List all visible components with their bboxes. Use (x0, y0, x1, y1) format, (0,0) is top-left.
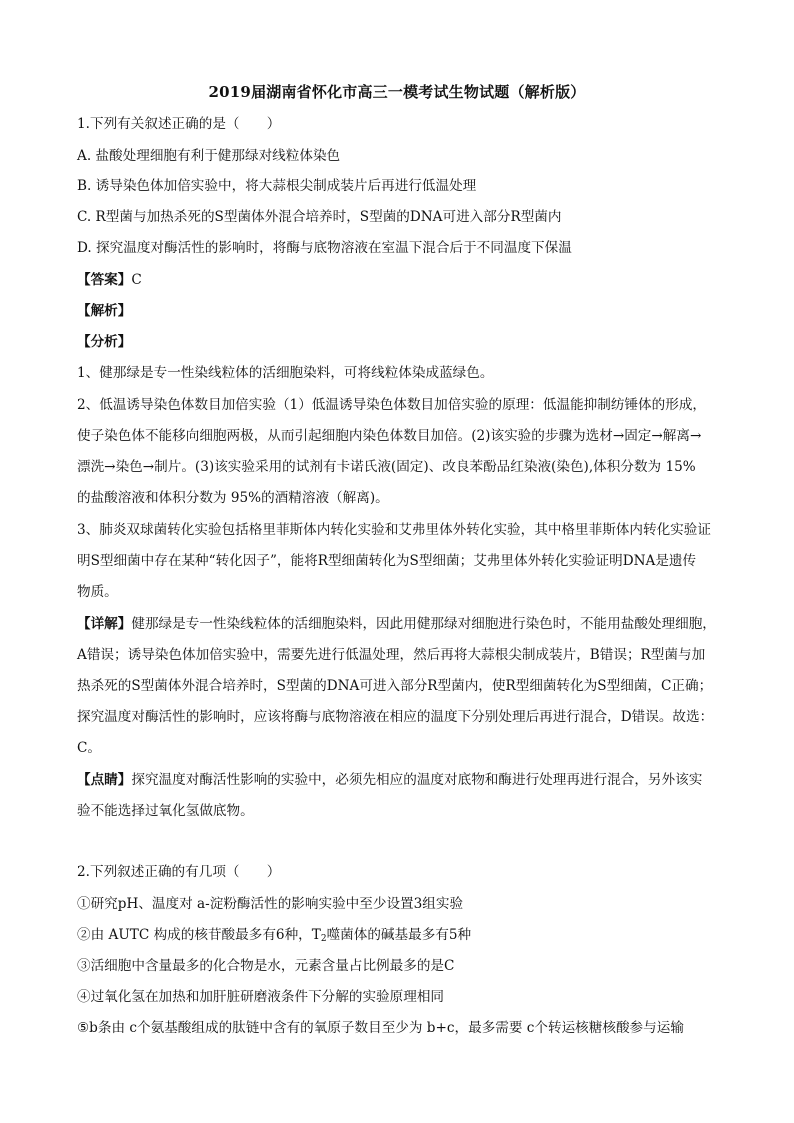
q1-analysis-point-2-line-3: 漂洗→染色→制片。(3)该实验采用的试剂有卡诺氏液(固定)、改良苯酚品红染液(染色),体积分数为 15% (77, 459, 696, 475)
q2-item-3: ③活细胞中含量最多的化合物是水，元素含量占比例最多的是C (77, 958, 455, 974)
q2-item-5: ⑤b条由 c个氨基酸组成的肽链中含有的氧原子数目至少为 b+c，最多需要 c个转运核糖核酸参与运输 (77, 1020, 684, 1036)
answer-value: C (131, 272, 142, 288)
q1-detail-line-4: 探究温度对酶活性的影响时，应该将酶与底物溶液在相应的温度下分别处理后再进行混合，D错误。故选： (77, 709, 714, 725)
q2-item-2-subscript: 2 (320, 934, 327, 944)
q1-detail-line-3: 热杀死的S型菌体外混合培养时，S型菌的DNA可进入部分R型菌内，使R型细菌转化为S型细菌，C正确； (77, 678, 713, 694)
q1-analysis-point-3-line-1: 3、肺炎双球菌转化实验包括格里菲斯体内转化实验和艾弗里体外转化实验，其中格里菲斯体内转化实验证 (77, 522, 711, 538)
q2-item-2-text-b: 噬菌体的碱基最多有5种 (326, 927, 472, 943)
q1-analysis-point-3-line-2: 明S型细菌中存在某种“转化因子”，能将R型细菌转化为S型细菌；艾弗里体外转化实验证明DNA是遗传 (77, 553, 697, 569)
q1-option-a: A. 盐酸处理细胞有利于健那绿对线粒体染色 (77, 148, 341, 164)
key-point-text: 探究温度对酶活性影响的实验中，必须先相应的温度对底物和酶进行处理再进行混合，另外该实 (131, 772, 703, 788)
answer-tag: 【答案】 (77, 272, 132, 288)
q1-key-point-line-1 (77, 770, 702, 790)
q1-analysis-point-2-line-4: 的盐酸溶液和体积分数为 95%的酒精溶液（解离)。 (77, 490, 389, 506)
q1-analysis-point-1: 1、健那绿是专一性染线粒体的活细胞染料，可将线粒体染成蓝绿色。 (77, 365, 494, 381)
q1-option-c: C. R型菌与加热杀死的S型菌体外混合培养时，S型菌的DNA可进入部分R型菌内 (77, 209, 562, 225)
detail-text: 健那绿是专一性染线粒体的活细胞染料，因此用健那绿对细胞进行染色时，不能用盐酸处理细胞， (131, 616, 716, 632)
q1-detail-line-5: C。 (77, 740, 101, 756)
q1-stem: 1.下列有关叙述正确的是（ ） (77, 116, 281, 132)
q1-option-b: B. 诱导染色体加倍实验中，将大蒜根尖制成装片后再进行低温处理 (77, 178, 477, 194)
q1-analysis-subheading: 【分析】 (77, 334, 132, 350)
detail-tag: 【详解】 (77, 616, 132, 632)
q1-answer (77, 270, 142, 290)
q2-item-2 (77, 925, 471, 945)
q1-analysis-point-2-line-1: 2、低温诱导染色体数目加倍实验（1）低温诱导染色体数目加倍实验的原理：低温能抑制纺锤体的形成， (77, 397, 707, 413)
key-point-tag: 【点睛】 (77, 772, 132, 788)
page-title: 2019届湖南省怀化市高三一模考试生物试题（解析版） (208, 83, 586, 101)
q1-analysis-point-3-line-3: 物质。 (77, 584, 118, 600)
q2-item-4: ④过氧化氢在加热和加肝脏研磨液条件下分解的实验原理相同 (77, 989, 445, 1005)
q2-item-2-text-a: ②由 AUTC 构成的核苷酸最多有6种，T (77, 927, 321, 943)
q1-option-d: D. 探究温度对酶活性的影响时，将酶与底物溶液在室温下混合后于不同温度下保温 (77, 240, 572, 256)
q1-analysis-point-2-line-2: 使子染色体不能移向细胞两极，从而引起细胞内染色体数目加倍。(2)该实验的步骤为选材→固定→解离→ (77, 428, 702, 444)
q1-key-point-line-2: 验不能选择过氧化氢做底物。 (77, 803, 254, 819)
q2-item-1: ①研究pH、温度对 a-淀粉酶活性的影响实验中至少设置3组实验 (77, 896, 464, 912)
q1-detail-line-1 (77, 614, 716, 634)
q1-analysis-heading: 【解析】 (77, 303, 132, 319)
q1-detail-line-2: A错误；诱导染色体加倍实验中，需要先进行低温处理，然后再将大蒜根尖制成装片，B错误；R型菌与加 (77, 647, 706, 663)
q2-stem: 2.下列叙述正确的有几项（ ） (77, 864, 281, 880)
